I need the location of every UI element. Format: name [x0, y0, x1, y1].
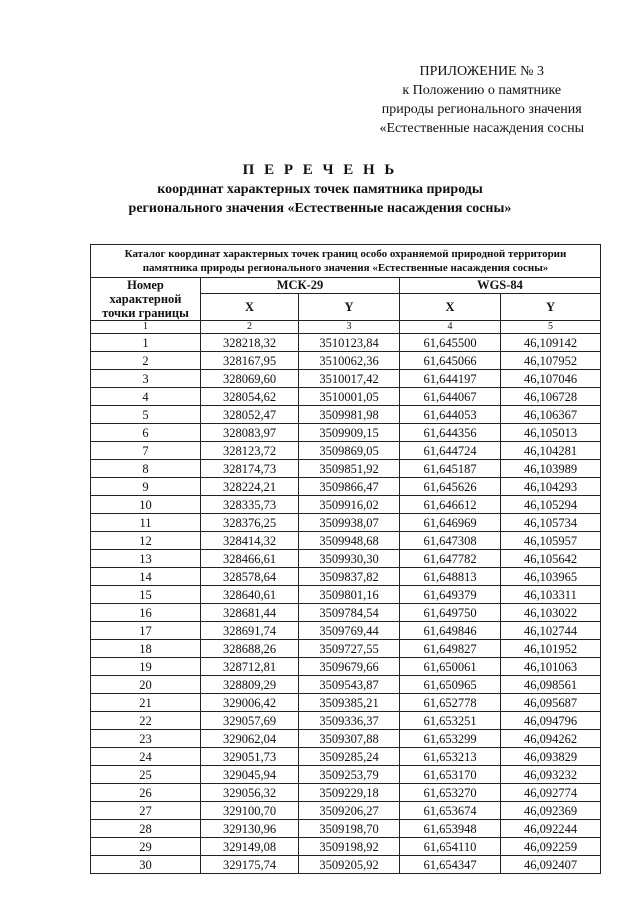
msk-x-value: 328712,81 [201, 658, 299, 676]
appendix-line: природы регионального значения [381, 102, 582, 117]
wgs-y-value: 46,106367 [501, 406, 601, 424]
wgs-y-value: 46,103311 [501, 586, 601, 604]
wgs-y-value: 46,103965 [501, 568, 601, 586]
column-index: 3 [299, 321, 400, 334]
msk-y-value: 3509307,88 [299, 730, 400, 748]
table-row [91, 460, 601, 478]
wgs-y-value: 46,093232 [501, 766, 601, 784]
wgs-x-value: 61,653251 [400, 712, 501, 730]
table-row [91, 352, 601, 370]
table-row [91, 496, 601, 514]
point-number: 21 [91, 694, 201, 712]
document-title: П Е Р Е Ч Е Н Ь [242, 162, 398, 178]
point-number: 30 [91, 856, 201, 874]
msk-x-value: 328218,32 [201, 334, 299, 352]
table-row [91, 766, 601, 784]
table-row [91, 532, 601, 550]
msk-y-value: 3509837,82 [299, 568, 400, 586]
msk-x-value: 328083,97 [201, 424, 299, 442]
table-row [91, 550, 601, 568]
msk-y-value: 3510001,05 [299, 388, 400, 406]
point-number: 22 [91, 712, 201, 730]
point-number: 15 [91, 586, 201, 604]
wgs-x-value: 61,654110 [400, 838, 501, 856]
table-body [91, 334, 601, 874]
wgs-x-value: 61,654347 [400, 856, 501, 874]
table-row [91, 658, 601, 676]
msk-x-value: 328691,74 [201, 622, 299, 640]
msk-x-value: 329149,08 [201, 838, 299, 856]
table-row [91, 388, 601, 406]
point-number: 10 [91, 496, 201, 514]
table-row [91, 784, 601, 802]
wgs-x-value: 61,653674 [400, 802, 501, 820]
wgs-y-value: 46,094796 [501, 712, 601, 730]
msk-y-value: 3509229,18 [299, 784, 400, 802]
table-row [91, 640, 601, 658]
column-index: 2 [201, 321, 299, 334]
wgs-x-value: 61,649379 [400, 586, 501, 604]
document-subtitle: координат характерных точек памятника природы [157, 182, 483, 197]
msk-x-value: 329057,69 [201, 712, 299, 730]
table-row [91, 334, 601, 352]
wgs-x-value: 61,644053 [400, 406, 501, 424]
msk-x-value: 328069,60 [201, 370, 299, 388]
msk-x-value: 328640,61 [201, 586, 299, 604]
msk-x-value: 328414,32 [201, 532, 299, 550]
table-row [91, 586, 601, 604]
msk-y-header: Y [299, 294, 400, 321]
point-number: 11 [91, 514, 201, 532]
point-number: 9 [91, 478, 201, 496]
table-caption-line: Каталог координат характерных точек границ особо охраняемой природной территории [124, 248, 567, 260]
point-number: 2 [91, 352, 201, 370]
table-row [91, 514, 601, 532]
wgs-y-value: 46,105294 [501, 496, 601, 514]
column-index: 4 [400, 321, 501, 334]
wgs-x-value: 61,644724 [400, 442, 501, 460]
wgs-x-value: 61,645500 [400, 334, 501, 352]
wgs-x-value: 61,646969 [400, 514, 501, 532]
msk-y-value: 3509909,15 [299, 424, 400, 442]
appendix-block [379, 62, 584, 138]
document-subtitle: регионального значения «Естественные насаждения сосны» [128, 201, 512, 216]
wgs-x-value: 61,649827 [400, 640, 501, 658]
msk-x-value: 328376,25 [201, 514, 299, 532]
msk-y-value: 3509981,98 [299, 406, 400, 424]
msk-y-value: 3509769,44 [299, 622, 400, 640]
table-row [91, 748, 601, 766]
wgs-y-header: Y [501, 294, 601, 321]
msk-y-value: 3509784,54 [299, 604, 400, 622]
wgs-x-value: 61,652778 [400, 694, 501, 712]
msk-x-value: 328809,29 [201, 676, 299, 694]
msk-y-value: 3509206,27 [299, 802, 400, 820]
wgs-x-value: 61,644356 [400, 424, 501, 442]
wgs-y-value: 46,092244 [501, 820, 601, 838]
point-number: 14 [91, 568, 201, 586]
table-row [91, 568, 601, 586]
wgs-y-value: 46,093829 [501, 748, 601, 766]
point-number: 29 [91, 838, 201, 856]
wgs-x-value: 61,645626 [400, 478, 501, 496]
point-number: 8 [91, 460, 201, 478]
table-row [91, 820, 601, 838]
point-number: 17 [91, 622, 201, 640]
msk-x-value: 328174,73 [201, 460, 299, 478]
msk-y-value: 3509930,30 [299, 550, 400, 568]
msk-x-value: 329175,74 [201, 856, 299, 874]
point-number: 6 [91, 424, 201, 442]
msk-y-value: 3509543,87 [299, 676, 400, 694]
point-number: 3 [91, 370, 201, 388]
table-row [91, 676, 601, 694]
table-row [91, 424, 601, 442]
wgs-x-value: 61,653213 [400, 748, 501, 766]
wgs-x-value: 61,653170 [400, 766, 501, 784]
msk-x-value: 328123,72 [201, 442, 299, 460]
wgs-x-value: 61,653948 [400, 820, 501, 838]
point-number: 7 [91, 442, 201, 460]
msk-y-value: 3509198,92 [299, 838, 400, 856]
wgs-x-header: X [400, 294, 501, 321]
wgs-y-value: 46,105957 [501, 532, 601, 550]
table-row [91, 442, 601, 460]
msk-x-value: 329062,04 [201, 730, 299, 748]
wgs-x-value: 61,650965 [400, 676, 501, 694]
wgs-y-value: 46,104281 [501, 442, 601, 460]
msk-x-value: 329045,94 [201, 766, 299, 784]
msk-y-value: 3509866,47 [299, 478, 400, 496]
msk-x-value: 328167,95 [201, 352, 299, 370]
table-caption-line: памятника природы регионального значения «Естественные насаждения сосны» [142, 262, 549, 274]
msk-y-value: 3509916,02 [299, 496, 400, 514]
table-row [91, 370, 601, 388]
msk-y-value: 3509869,05 [299, 442, 400, 460]
msk-y-value: 3509285,24 [299, 748, 400, 766]
msk-x-header: X [201, 294, 299, 321]
wgs-y-value: 46,092369 [501, 802, 601, 820]
msk-x-value: 329056,32 [201, 784, 299, 802]
point-number: 28 [91, 820, 201, 838]
wgs-x-value: 61,649750 [400, 604, 501, 622]
point-number-header: Номер характерной точки границы [91, 278, 201, 321]
msk-x-value: 328688,26 [201, 640, 299, 658]
point-number: 16 [91, 604, 201, 622]
msk-x-value: 328578,64 [201, 568, 299, 586]
point-number: 12 [91, 532, 201, 550]
appendix-line: «Естественные насаждения сосны [379, 121, 584, 136]
msk-y-value: 3510062,36 [299, 352, 400, 370]
wgs-y-value: 46,102744 [501, 622, 601, 640]
wgs-y-value: 46,105734 [501, 514, 601, 532]
msk-y-value: 3510017,42 [299, 370, 400, 388]
wgs-x-value: 61,645187 [400, 460, 501, 478]
msk-x-value: 329051,73 [201, 748, 299, 766]
document-heading [0, 160, 640, 218]
wgs-y-value: 46,094262 [501, 730, 601, 748]
wgs-y-value: 46,107046 [501, 370, 601, 388]
table-row [91, 694, 601, 712]
point-number: 20 [91, 676, 201, 694]
wgs-y-value: 46,104293 [501, 478, 601, 496]
msk-x-value: 328052,47 [201, 406, 299, 424]
msk-y-value: 3509205,92 [299, 856, 400, 874]
wgs-x-value: 61,653299 [400, 730, 501, 748]
wgs-x-value: 61,650061 [400, 658, 501, 676]
wgs-y-value: 46,092774 [501, 784, 601, 802]
point-number: 4 [91, 388, 201, 406]
wgs-y-value: 46,103989 [501, 460, 601, 478]
wgs-x-value: 61,644197 [400, 370, 501, 388]
wgs-x-value: 61,647308 [400, 532, 501, 550]
wgs-y-value: 46,095687 [501, 694, 601, 712]
wgs-y-value: 46,105642 [501, 550, 601, 568]
point-number: 19 [91, 658, 201, 676]
wgs-x-value: 61,647782 [400, 550, 501, 568]
wgs-y-value: 46,107952 [501, 352, 601, 370]
table-caption [91, 245, 601, 278]
point-number: 27 [91, 802, 201, 820]
column-index: 5 [501, 321, 601, 334]
table-caption-row [91, 245, 601, 278]
msk-y-value: 3509851,92 [299, 460, 400, 478]
wgs-y-value: 46,105013 [501, 424, 601, 442]
point-number: 18 [91, 640, 201, 658]
msk-x-value: 328466,61 [201, 550, 299, 568]
wgs-x-value: 61,649846 [400, 622, 501, 640]
msk29-header: МСК-29 [201, 278, 400, 294]
wgs-y-value: 46,101063 [501, 658, 601, 676]
point-number: 24 [91, 748, 201, 766]
msk-x-value: 328054,62 [201, 388, 299, 406]
table-row [91, 712, 601, 730]
wgs-y-value: 46,101952 [501, 640, 601, 658]
msk-y-value: 3509336,37 [299, 712, 400, 730]
wgs-x-value: 61,653270 [400, 784, 501, 802]
msk-y-value: 3510123,84 [299, 334, 400, 352]
wgs-x-value: 61,648813 [400, 568, 501, 586]
msk-x-value: 329100,70 [201, 802, 299, 820]
wgs84-header: WGS-84 [400, 278, 601, 294]
table-row [91, 622, 601, 640]
wgs-y-value: 46,106728 [501, 388, 601, 406]
point-number: 13 [91, 550, 201, 568]
table-row [91, 856, 601, 874]
msk-x-value: 328224,21 [201, 478, 299, 496]
point-number: 23 [91, 730, 201, 748]
table-row [91, 838, 601, 856]
point-number: 25 [91, 766, 201, 784]
coordinates-table [90, 244, 601, 874]
point-number: 1 [91, 334, 201, 352]
msk-y-value: 3509198,70 [299, 820, 400, 838]
wgs-y-value: 46,098561 [501, 676, 601, 694]
wgs-x-value: 61,645066 [400, 352, 501, 370]
appendix-line: к Положению о памятнике [402, 83, 562, 98]
wgs-x-value: 61,644067 [400, 388, 501, 406]
msk-y-value: 3509385,21 [299, 694, 400, 712]
msk-y-value: 3509801,16 [299, 586, 400, 604]
wgs-x-value: 61,646612 [400, 496, 501, 514]
point-number: 5 [91, 406, 201, 424]
wgs-y-value: 46,092407 [501, 856, 601, 874]
msk-x-value: 328335,73 [201, 496, 299, 514]
table-row [91, 802, 601, 820]
msk-y-value: 3509679,66 [299, 658, 400, 676]
msk-y-value: 3509938,07 [299, 514, 400, 532]
msk-x-value: 329006,42 [201, 694, 299, 712]
appendix-title: ПРИЛОЖЕНИЕ № 3 [419, 64, 544, 79]
wgs-y-value: 46,103022 [501, 604, 601, 622]
wgs-y-value: 46,109142 [501, 334, 601, 352]
msk-x-value: 329130,96 [201, 820, 299, 838]
column-index: 1 [91, 321, 201, 334]
table-row [91, 406, 601, 424]
table-row [91, 604, 601, 622]
wgs-y-value: 46,092259 [501, 838, 601, 856]
table-row [91, 478, 601, 496]
msk-y-value: 3509727,55 [299, 640, 400, 658]
table-header-row [91, 278, 601, 294]
column-index-row [91, 321, 601, 334]
point-number: 26 [91, 784, 201, 802]
msk-x-value: 328681,44 [201, 604, 299, 622]
table-row [91, 730, 601, 748]
msk-y-value: 3509948,68 [299, 532, 400, 550]
msk-y-value: 3509253,79 [299, 766, 400, 784]
